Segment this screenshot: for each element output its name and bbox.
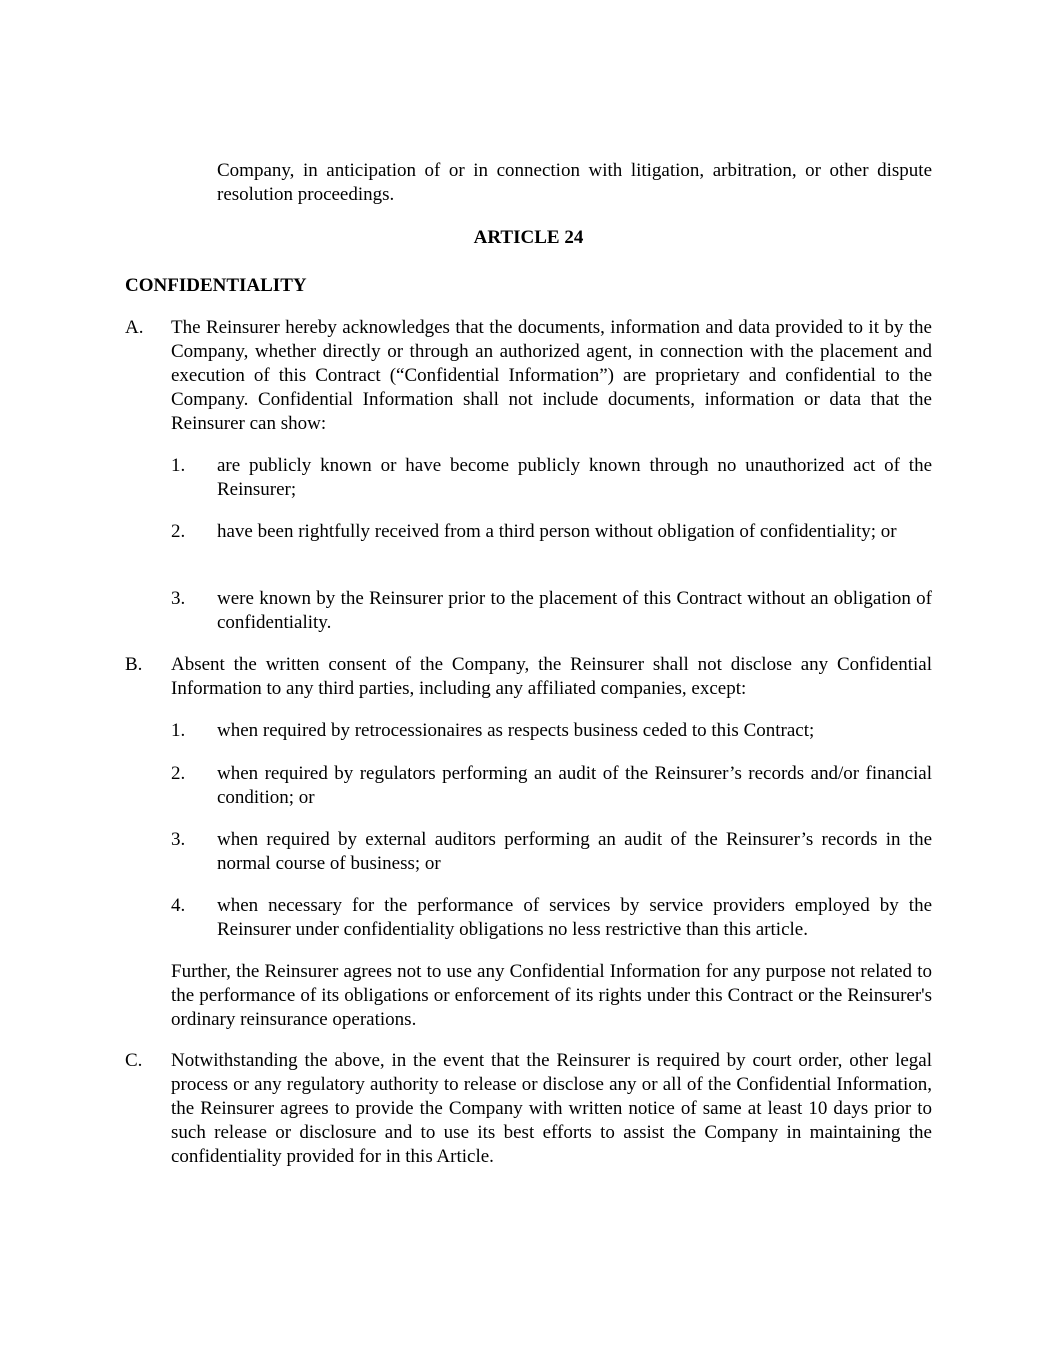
list-item-text: were known by the Reinsurer prior to the placement of this Contract without an obligation of confidentiality. — [217, 588, 932, 633]
list-item-number: 2. — [171, 521, 186, 542]
section-label-a: A. — [125, 317, 144, 338]
list-item-number: 3. — [171, 829, 186, 850]
list-item-number: 4. — [171, 895, 186, 916]
list-item-text: when required by regulators performing an audit of the Reinsurer’s records and/or financial condition; or — [217, 763, 932, 808]
list-item-number: 1. — [171, 720, 186, 741]
section-c-text: Notwithstanding the above, in the event that the Reinsurer is required by court order, other legal process or any regulatory authority to release or disclose any or all of the Confidential Information, the Reinsurer agrees to provide the Company with written notice of same at least 10 days prior to such release or disclosure and to use its best efforts to assist the Company in maintaining the confidentiality provided for in this Article. — [171, 1050, 932, 1167]
list-item-number: 2. — [171, 763, 186, 784]
section-b-closing: Further, the Reinsurer agrees not to use any Confidential Information for any purpose not related to the performance of its obligations or enforcement of its rights under this Contract or the Reinsurer's ordinary reinsurance operations. — [171, 961, 932, 1030]
list-item-text: when required by external auditors performing an audit of the Reinsurer’s records in the normal course of business; or — [217, 829, 932, 874]
list-item-text: have been rightfully received from a third person without obligation of confidentiality; or — [217, 521, 897, 542]
section-label-b: B. — [125, 654, 143, 675]
article-number: ARTICLE 24 — [473, 227, 584, 248]
section-b-text: Absent the written consent of the Company, the Reinsurer shall not disclose any Confidential Information to any third parties, including any affiliated companies, except: — [171, 654, 932, 699]
list-item-text: when necessary for the performance of services by service providers employed by the Reinsurer under confidentiality obligations no less restrictive than this article. — [217, 895, 932, 940]
list-item-number: 3. — [171, 588, 186, 609]
section-a-text: The Reinsurer hereby acknowledges that the documents, information and data provided to it by the Company, whether directly or through an authorized agent, in connection with the placement and execution of this Contract (“Confidential Information”) are proprietary and confidential to the Company. Confidential Information shall not include documents, information or data that the Reinsurer can show: — [171, 317, 932, 434]
section-label-c: C. — [125, 1050, 143, 1071]
list-item-text: when required by retrocessionaires as respects business ceded to this Contract; — [217, 720, 815, 741]
continuation-paragraph: Company, in anticipation of or in connection with litigation, arbitration, or other dispute resolution proceedings. — [217, 160, 932, 205]
list-item-text: are publicly known or have become publicly known through no unauthorized act of the Reinsurer; — [217, 455, 932, 500]
article-title: CONFIDENTIALITY — [125, 275, 307, 296]
list-item-number: 1. — [171, 455, 186, 476]
